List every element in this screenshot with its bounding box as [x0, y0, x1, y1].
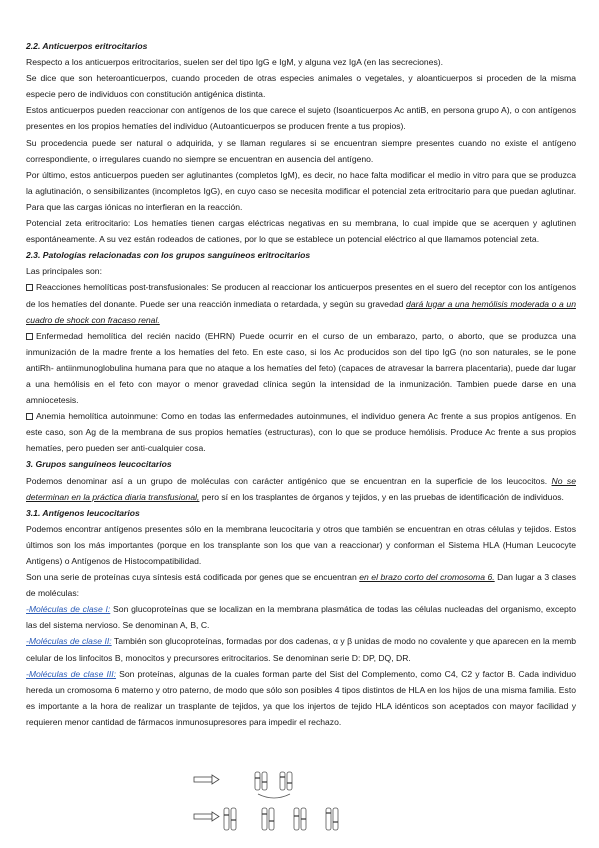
- paragraph: Podemos denominar así a un grupo de moléculas con carácter antigénico que se encuentran en la superficie de los leucocitos. No se determinan en la práctica diaria transfusional, pero sí en los trasplantes de órganos y tejidos, y en las pruebas de identificación de individuos.: [26, 475, 576, 502]
- class-item: -Moléculas de clase II: También son glucoproteínas, formadas por dos cadenas, α y β unidas de modo no covalente y que aparecen en la memb celular de los linfocitos B, monocitos y precursores eritrocitarios. Se denominan serie D: DP, DQ, DR.: [26, 636, 577, 663]
- checkbox-icon: [26, 333, 33, 340]
- paragraph: Se dice que son heteroanticuerpos, cuando proceden de otras especies animales o vegetales, y aloanticuerpos si proceden de la misma especie pero de individuos con constitución antigénica distinta.: [26, 73, 576, 100]
- paragraph: Las principales son:: [26, 266, 102, 277]
- paragraph: Potencial zeta eritrocitario: Los hematíes tienen cargas eléctricas negativas en su membrana, lo cual impide que se acerquen y aglutinen espontáneamente. A su vez están rodeados de cationes, por lo que se establece un potencial eléctrico al que llamamos potencial zeta.: [26, 218, 576, 245]
- heading-3: 3. Grupos sanguíneos leucocitarios: [26, 459, 172, 470]
- paragraph: Respecto a los anticuerpos eritrocitarios, suelen ser del tipo IgG e IgM, y alguna vez IgA (en las secreciones).: [26, 57, 444, 68]
- checkbox-icon: [26, 284, 33, 291]
- class-item: -Moléculas de clase I: Son glucoproteínas que se localizan en la membrana plasmática de todas las células nucleadas del organismo, excepto las del sistema nervioso. Se denominan A, B, C.: [26, 604, 576, 631]
- paragraph: Podemos encontrar antígenos presentes sólo en la membrana leucocitaria y otros que también se encuentran en otras células y tejidos. Estos últimos son los más importantes (porque en los transplante son los que van a reaccionar) y conforman el Sistema HLA (Human Leucocyte Antigens) o Antígenos de Histocompatibilidad.: [26, 523, 576, 566]
- underlined-text: No se determinan en la práctica diaria transfusional,: [26, 475, 576, 502]
- document-page: [26, 38, 576, 730]
- paragraph: Son una serie de proteínas cuya síntesis está codificada por genes que se encuentran en el brazo corto del cromosoma 6. Dan lugar a 3 clases de moléculas:: [26, 572, 576, 599]
- class-label: -Moléculas de clase I:: [26, 604, 111, 615]
- bullet-item: Enfermedad hemolítica del recién nacido (EHRN) Puede ocurrir en el curso de un embarazo, parto, o aborto, que se produzca una inmunización de la madre frente a los hematíes del feto. En este caso, si los Ac producidos son del tipo IgG (no son naturales, se le pone antiRh- antiinmunoglobulina humana para que no ataque a los hematíes del feto) (capaces de atravesar la barrera placentaria), puede dar lugar a una hemólisis en el feto con mayor o menor gravedad clínica según la intensidad de la inmunización. Tambien puede darse en una amniocetesis.: [26, 330, 576, 406]
- underlined-text: en el brazo corto del cromosoma 6.: [359, 572, 495, 583]
- paragraph: Su procedencia puede ser natural o adquirida, y se llaman regulares si se encuentran siempre presentes cuando no existe el antígeno correspondiente, o irregulares cuando no siempre se encuentran en ausencia del antígeno.: [26, 137, 576, 164]
- chromosome-diagram: [192, 770, 382, 836]
- class-label: -Moléculas de clase II:: [26, 636, 112, 647]
- heading-2-2: 2.2. Anticuerpos eritrocitarios: [26, 41, 148, 51]
- paragraph: Estos anticuerpos pueden reaccionar con antígenos de los que carece el sujeto (Isoanticuerpos Ac antiB, en persona grupo A), o con antígenos presentes en los propios hematíes del individuo (Autoanticuerpos se producen frente a tus propios).: [26, 105, 576, 132]
- paragraph: Por último, estos anticuerpos pueden ser aglutinantes (completos IgM), es decir, no hace falta modificar el medio in vitro para que se produzca la aglutinación, o sensibilizantes (incompletos IgG), en cuyo caso se necesita modificar el potencial zeta eritrocitario para que puedan aglutinar. Para que las cargas iónicas no interfieran en la reacción.: [26, 169, 576, 212]
- arrow-icon: [194, 812, 219, 821]
- arrow-icon: [194, 775, 219, 784]
- class-item: -Moléculas de clase III: Son proteínas, algunas de la cuales forman parte del Sist del Complemento, como C4, C2 y factor B. Cada individuo hereda un cromosoma 6 materno y otro paterno, de modo que sólo son posibles 4 tipos distintos de HLA en los hijos de una misma familia. Esto es importante a la hora de realizar un trasplante de tejidos, ya que los injertos de tejido HLA idénticos son aceptados con mayor facilidad y requieren menor cantidad de fármacos inmunosupresores para impedir el rechazo.: [26, 668, 576, 727]
- checkbox-icon: [26, 413, 33, 420]
- heading-3-1: 3.1. Antígenos leucocitarios: [26, 507, 140, 518]
- heading-2-3: 2.3. Patologías relacionadas con los grupos sanguíneos eritrocitarios: [26, 250, 311, 261]
- bullet-item: Anemia hemolítica autoinmune: Como en todas las enfermedades autoinmunes, el individuo genera Ac frente a sus propios antígenos. En este caso, son Ag de la membrana de sus propios hematíes (estructuras), con lo que se produce hemólisis. Produce Ac frente a sus propios hematíes, pero pueden ser anti-cualquier cosa.: [26, 411, 576, 454]
- bullet-item: Reacciones hemolíticas post-transfusionales: Se producen al reaccionar los anticuerpos presentes en el suero del receptor con los antígenos de los hematíes del donante. Puede ser una reacción inmediata o retardada, y según su gravedad dará lugar a una hemólisis moderada o a un cuadro de shock con fracaso renal.: [26, 282, 576, 325]
- class-label: -Moléculas de clase III:: [26, 668, 117, 679]
- underlined-text: dará lugar a una hemólisis moderada o a un cuadro de shock con fracaso renal.: [26, 298, 576, 325]
